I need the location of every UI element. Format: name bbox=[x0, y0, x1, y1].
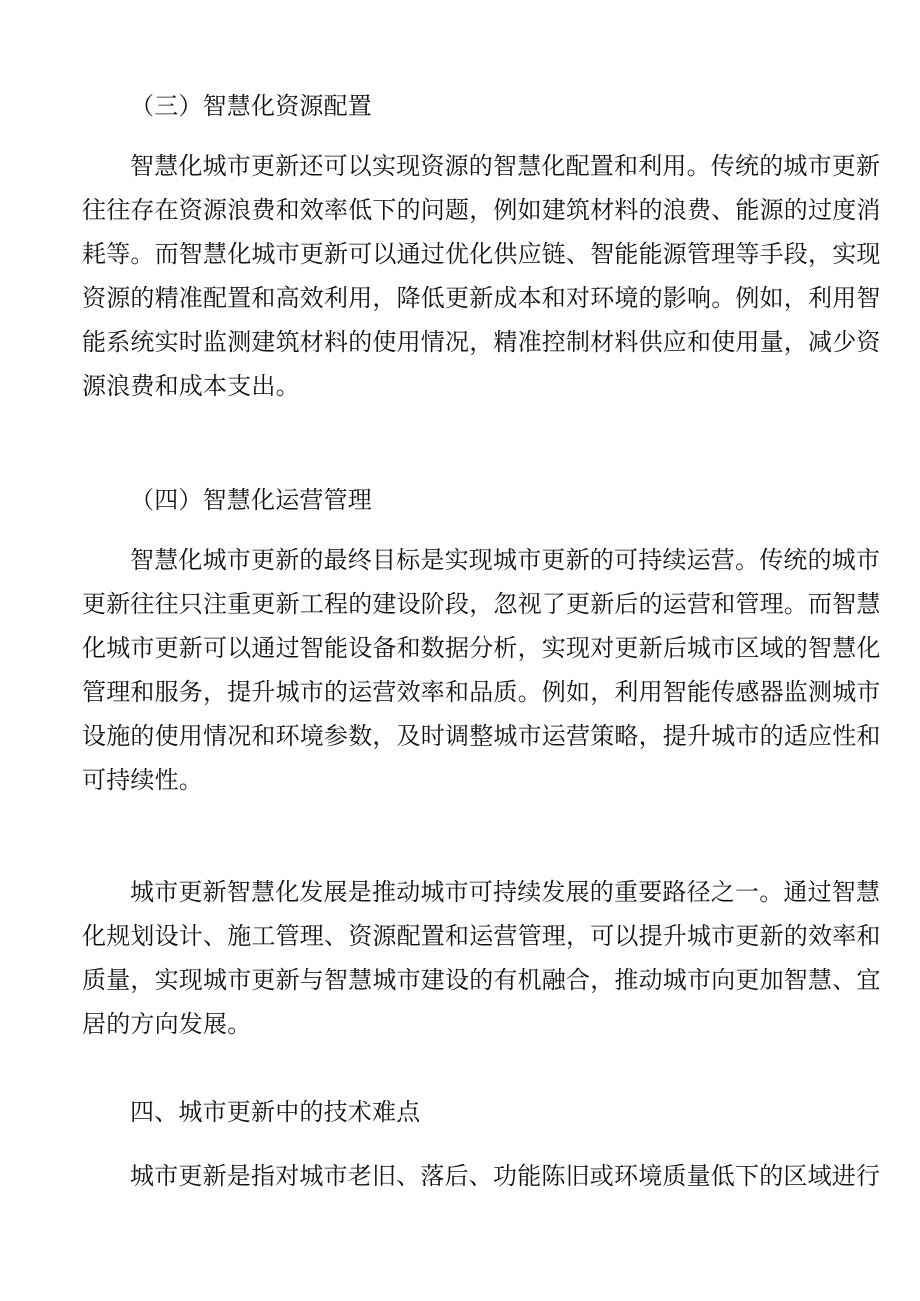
paragraph-line: 智慧化城市更新还可以实现资源的智慧化配置和利用。传统的城市更新 bbox=[130, 152, 881, 180]
paragraph-line: 质量，实现城市更新与智慧城市建设的有机融合，推动城市向更加智慧、宜 bbox=[82, 966, 881, 994]
paragraph-resource-allocation bbox=[82, 144, 881, 408]
paragraph-line: 往往存在资源浪费和效率低下的问题，例如建筑材料的浪费、能源的过度消 bbox=[82, 196, 881, 224]
section-heading-operations-management: （四）智慧化运营管理 bbox=[130, 486, 372, 514]
paragraph-line: 更新往往只注重更新工程的建设阶段，忽视了更新后的运营和管理。而智慧 bbox=[82, 590, 881, 618]
paragraph-line: 管理和服务，提升城市的运营效率和品质。例如，利用智能传感器监测城市 bbox=[82, 678, 881, 706]
paragraph-line: 源浪费和成本支出。 bbox=[82, 372, 300, 400]
paragraph-line: 化规划设计、施工管理、资源配置和运营管理，可以提升城市更新的效率和 bbox=[82, 922, 881, 950]
paragraph-line: 化城市更新可以通过智能设备和数据分析，实现对更新后城市区域的智慧化 bbox=[82, 634, 881, 662]
paragraph-technical-difficulties bbox=[82, 1154, 881, 1198]
paragraph-operations-management bbox=[82, 538, 881, 802]
paragraph-line: 智慧化城市更新的最终目标是实现城市更新的可持续运营。传统的城市 bbox=[130, 546, 881, 574]
paragraph-line: 耗等。而智慧化城市更新可以通过优化供应链、智能能源管理等手段，实现 bbox=[82, 240, 881, 268]
paragraph-line: 居的方向发展。 bbox=[82, 1010, 252, 1038]
chapter-heading-technical-difficulties: 四、城市更新中的技术难点 bbox=[130, 1098, 421, 1126]
section-heading-resource-allocation: （三）智慧化资源配置 bbox=[130, 92, 372, 120]
paragraph-line: 可持续性。 bbox=[82, 766, 203, 794]
paragraph-line: 城市更新是指对城市老旧、落后、功能陈旧或环境质量低下的区域进行 bbox=[130, 1162, 881, 1190]
paragraph-summary bbox=[82, 870, 881, 1046]
paragraph-line: 资源的精准配置和高效利用，降低更新成本和对环境的影响。例如，利用智 bbox=[82, 284, 881, 312]
paragraph-line: 城市更新智慧化发展是推动城市可持续发展的重要路径之一。通过智慧 bbox=[130, 878, 881, 906]
paragraph-line: 能系统实时监测建筑材料的使用情况，精准控制材料供应和使用量，减少资 bbox=[82, 328, 881, 356]
paragraph-line: 设施的使用情况和环境参数，及时调整城市运营策略，提升城市的适应性和 bbox=[82, 722, 881, 750]
